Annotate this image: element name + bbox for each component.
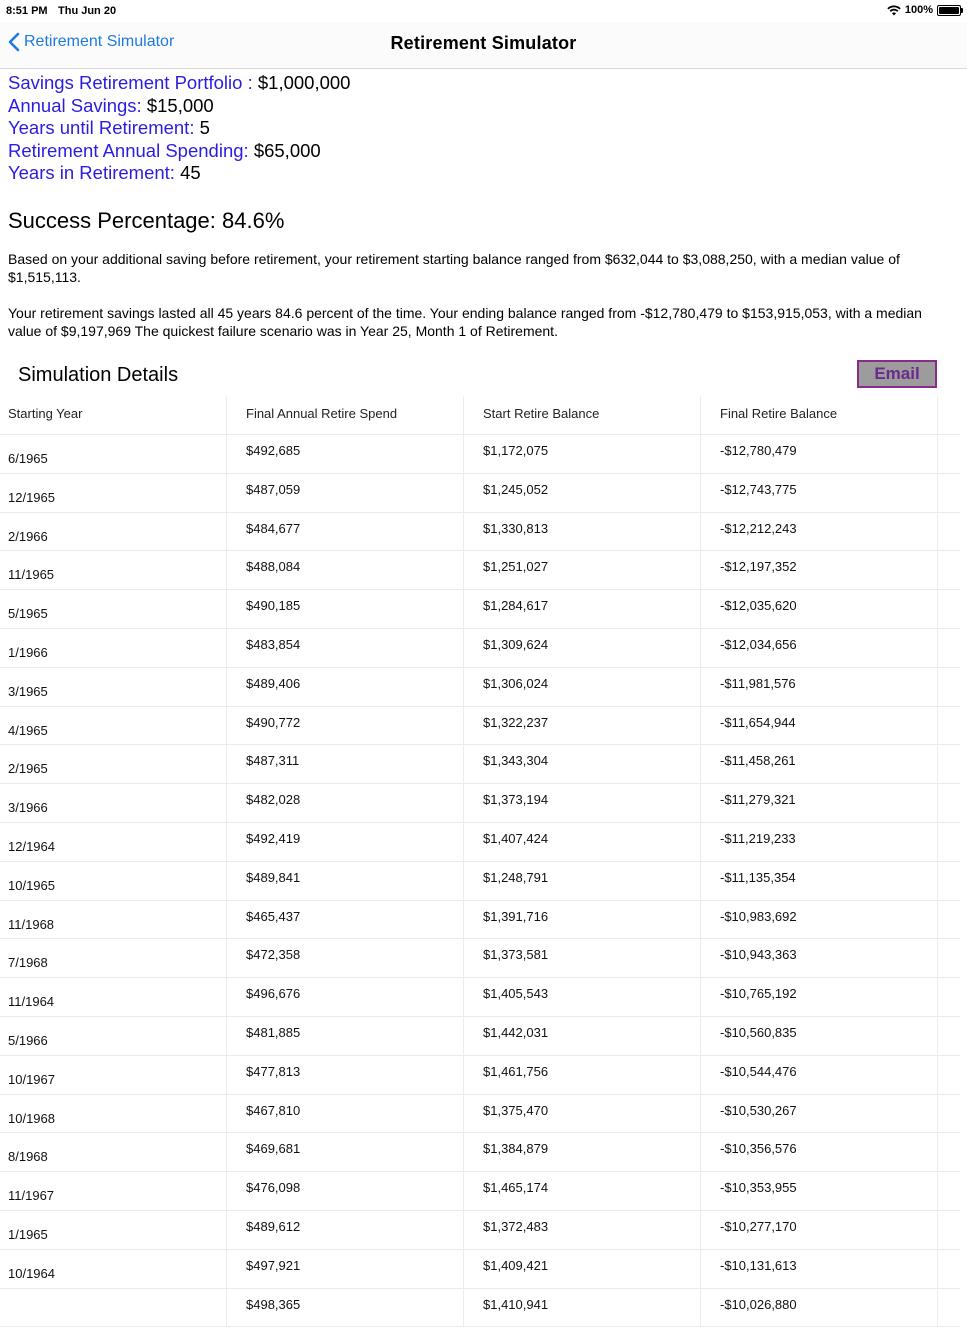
cell-final-annual-spend: $488,084 <box>246 559 301 575</box>
cell-starting-year: 10/1965 <box>8 877 55 893</box>
years-in-value: 45 <box>180 162 201 183</box>
table-row[interactable] <box>0 1172 960 1211</box>
portfolio-value: $1,000,000 <box>257 72 351 93</box>
cell-start-balance: $1,172,075 <box>483 443 549 458</box>
status-time: 8:51 PM <box>6 5 48 17</box>
cell-starting-year: 12/1965 <box>8 489 55 505</box>
cell-starting-year: 3/1965 <box>8 683 48 699</box>
cell-start-balance: $1,375,470 <box>483 1102 549 1118</box>
table-row[interactable] <box>0 823 960 862</box>
cell-final-balance: -$10,353,955 <box>720 1180 797 1196</box>
simulation-details-title: Simulation Details <box>18 364 179 386</box>
cell-start-balance: $1,284,617 <box>483 598 549 614</box>
cell-starting-year: 2/1965 <box>8 761 48 777</box>
cell-starting-year: 1/1966 <box>8 644 48 660</box>
cell-final-balance: -$10,356,576 <box>720 1141 797 1157</box>
cell-final-balance: -$11,279,321 <box>720 792 796 808</box>
cell-final-annual-spend: $476,098 <box>246 1180 301 1196</box>
table-row[interactable] <box>0 551 960 590</box>
cell-start-balance: $1,322,237 <box>483 714 549 730</box>
cell-final-balance: -$12,743,775 <box>720 481 797 497</box>
status-date: Thu Jun 20 <box>58 5 117 17</box>
cell-starting-year: 10/1968 <box>8 1110 55 1126</box>
table-row[interactable] <box>0 1133 960 1172</box>
cell-starting-year: 4/1965 <box>8 722 48 738</box>
cell-final-annual-spend: $477,813 <box>246 1063 301 1079</box>
cell-final-balance: -$10,983,692 <box>720 908 797 924</box>
cell-starting-year: 2/1966 <box>8 528 48 544</box>
wifi-icon <box>887 5 901 16</box>
cell-final-balance: -$12,034,656 <box>720 636 797 652</box>
cell-final-annual-spend: $465,437 <box>246 908 301 924</box>
table-row[interactable] <box>0 1289 960 1327</box>
cell-start-balance: $1,391,716 <box>483 908 549 924</box>
cell-final-annual-spend: $483,854 <box>246 636 301 652</box>
cell-final-annual-spend: $490,185 <box>246 598 301 614</box>
cell-final-annual-spend: $497,921 <box>246 1257 301 1273</box>
page-title: Retirement Simulator <box>390 33 577 53</box>
cell-final-balance: -$11,654,944 <box>720 714 796 730</box>
cell-final-balance: -$12,035,620 <box>720 598 797 614</box>
table-row[interactable] <box>0 1056 960 1095</box>
cell-starting-year: 5/1965 <box>8 606 48 622</box>
ending-balance-summary: Your retirement savings lasted all 45 years 84.6 percent of the time. Your ending balance ranged from -$12,780,479 to $153,915,053, with a median value of $9,197,969 The quickest failure scenario was in Year 25, Month 1 of Retirement. <box>8 305 922 339</box>
cell-start-balance: $1,384,879 <box>483 1141 549 1157</box>
cell-final-balance: -$10,530,267 <box>720 1102 797 1118</box>
cell-start-balance: $1,461,756 <box>483 1063 549 1079</box>
annual-spending-label: Retirement Annual Spending: <box>8 139 249 161</box>
cell-final-annual-spend: $498,365 <box>246 1296 301 1312</box>
cell-start-balance: $1,410,941 <box>483 1296 549 1312</box>
cell-start-balance: $1,306,024 <box>483 675 549 691</box>
starting-balance-summary: Based on your additional saving before retirement, your retirement starting balance ranged from $632,044 to $3,088,250, with a median value of $1,515,113. <box>8 251 900 285</box>
cell-starting-year: 8/1968 <box>8 1149 48 1165</box>
cell-final-balance: -$12,197,352 <box>720 559 797 575</box>
cell-final-balance: -$12,212,243 <box>720 520 797 536</box>
annual-savings-row <box>8 95 350 118</box>
header-final-annual-spend: Final Annual Retire Spend <box>246 406 398 421</box>
table-row[interactable] <box>0 474 960 513</box>
table-row[interactable] <box>0 745 960 784</box>
cell-starting-year: 7/1968 <box>8 955 48 971</box>
table-row[interactable] <box>0 1250 960 1289</box>
cell-start-balance: $1,405,543 <box>483 986 549 1002</box>
navigation-bar <box>0 22 967 69</box>
cell-final-annual-spend: $484,677 <box>246 520 301 536</box>
table-row[interactable] <box>0 1211 960 1250</box>
cell-start-balance: $1,373,581 <box>483 947 549 963</box>
cell-final-balance: -$10,560,835 <box>720 1024 797 1040</box>
header-starting-year: Starting Year <box>8 406 83 421</box>
cell-final-annual-spend: $492,419 <box>246 830 301 846</box>
table-row[interactable] <box>0 435 960 474</box>
annual-savings-value: $15,000 <box>146 94 214 116</box>
cell-final-annual-spend: $481,885 <box>246 1024 301 1040</box>
cell-start-balance: $1,309,624 <box>483 636 549 652</box>
cell-starting-year: 3/1966 <box>8 800 48 816</box>
cell-start-balance: $1,245,052 <box>483 481 549 497</box>
header-final-balance: Final Retire Balance <box>720 406 838 421</box>
cell-start-balance: $1,465,174 <box>483 1180 549 1196</box>
cell-final-annual-spend: $482,028 <box>246 792 301 808</box>
inputs-summary <box>8 72 350 185</box>
cell-final-balance: -$11,458,261 <box>720 753 796 769</box>
cell-starting-year: 11/1965 <box>8 567 55 583</box>
table-row[interactable] <box>0 1017 960 1056</box>
cell-start-balance: $1,248,791 <box>483 869 549 885</box>
header-start-balance: Start Retire Balance <box>483 406 600 421</box>
cell-starting-year: 5/1966 <box>8 1032 48 1048</box>
cell-final-annual-spend: $496,676 <box>246 986 301 1002</box>
cell-start-balance: $1,407,424 <box>483 830 549 846</box>
table-row[interactable] <box>0 590 960 629</box>
cell-final-balance: -$10,943,363 <box>720 947 797 963</box>
annual-spending-row <box>8 140 350 163</box>
table-row[interactable] <box>0 862 960 901</box>
cell-final-annual-spend: $489,841 <box>246 869 301 885</box>
cell-final-annual-spend: $467,810 <box>246 1102 301 1118</box>
years-until-row <box>8 117 350 140</box>
years-until-label: Years until Retirement: <box>8 117 195 138</box>
cell-final-balance: -$10,277,170 <box>720 1218 797 1234</box>
cell-final-balance: -$10,765,192 <box>720 986 797 1002</box>
status-right <box>887 4 961 16</box>
table-row[interactable] <box>0 978 960 1017</box>
table-row[interactable] <box>0 1095 960 1134</box>
cell-start-balance: $1,372,483 <box>483 1218 549 1234</box>
back-button-label: Retirement Simulator <box>24 33 175 50</box>
cell-final-balance: -$11,135,354 <box>720 869 796 885</box>
years-in-row <box>8 162 350 185</box>
table-body <box>0 435 960 1327</box>
annual-spending-value: $65,000 <box>253 139 321 161</box>
cell-final-annual-spend: $489,406 <box>246 675 301 691</box>
cell-starting-year: 10/1967 <box>8 1071 55 1087</box>
table-row[interactable] <box>0 901 960 940</box>
cell-starting-year: 10/1964 <box>8 1265 55 1281</box>
portfolio-label: Savings Retirement Portfolio <box>8 72 243 93</box>
cell-starting-year: 1/1965 <box>8 1226 48 1242</box>
portfolio-row <box>8 72 350 95</box>
table-row[interactable] <box>0 668 960 707</box>
table-row[interactable] <box>0 784 960 823</box>
cell-final-balance: -$10,544,476 <box>720 1063 797 1079</box>
annual-savings-label: Annual Savings: <box>8 94 142 116</box>
table-row[interactable] <box>0 513 960 552</box>
cell-final-annual-spend: $469,681 <box>246 1141 301 1157</box>
cell-starting-year <box>8 1289 226 1327</box>
cell-final-annual-spend: $490,772 <box>246 714 301 730</box>
cell-start-balance: $1,343,304 <box>483 753 549 769</box>
cell-final-annual-spend: $472,358 <box>246 947 301 963</box>
cell-final-annual-spend: $492,685 <box>246 443 301 458</box>
cell-final-balance: -$10,026,880 <box>720 1296 797 1312</box>
table-header <box>0 396 960 435</box>
cell-final-balance: -$11,219,233 <box>720 830 796 846</box>
cell-start-balance: $1,409,421 <box>483 1257 549 1273</box>
simulation-table <box>0 396 960 1327</box>
cell-final-balance: -$12,780,479 <box>720 443 797 458</box>
years-in-label: Years in Retirement: <box>8 162 175 183</box>
cell-final-balance: -$10,131,613 <box>720 1257 797 1273</box>
success-percentage: Success Percentage: 84.6% <box>8 208 285 233</box>
cell-final-balance: -$11,981,576 <box>720 675 796 691</box>
battery-percent: 100% <box>904 4 933 16</box>
battery-icon <box>937 5 961 16</box>
table-row[interactable] <box>0 629 960 668</box>
years-until-value: 5 <box>199 117 210 138</box>
cell-start-balance: $1,373,194 <box>483 792 549 808</box>
email-button[interactable]: Email <box>857 360 937 388</box>
cell-starting-year: 11/1964 <box>8 994 55 1010</box>
table-row[interactable] <box>0 707 960 746</box>
cell-final-annual-spend: $487,059 <box>246 481 301 497</box>
cell-final-annual-spend: $489,612 <box>246 1218 301 1234</box>
cell-starting-year: 11/1967 <box>8 1188 55 1204</box>
cell-final-annual-spend: $487,311 <box>246 753 300 769</box>
cell-start-balance: $1,251,027 <box>483 559 549 575</box>
cell-starting-year: 12/1964 <box>8 838 55 854</box>
portfolio-separator: : <box>242 72 258 93</box>
cell-starting-year: 11/1968 <box>8 916 55 932</box>
cell-start-balance: $1,330,813 <box>483 520 549 536</box>
table-row[interactable] <box>0 939 960 978</box>
status-bar <box>0 0 967 22</box>
cell-starting-year: 6/1965 <box>8 451 48 466</box>
cell-start-balance: $1,442,031 <box>483 1024 549 1040</box>
